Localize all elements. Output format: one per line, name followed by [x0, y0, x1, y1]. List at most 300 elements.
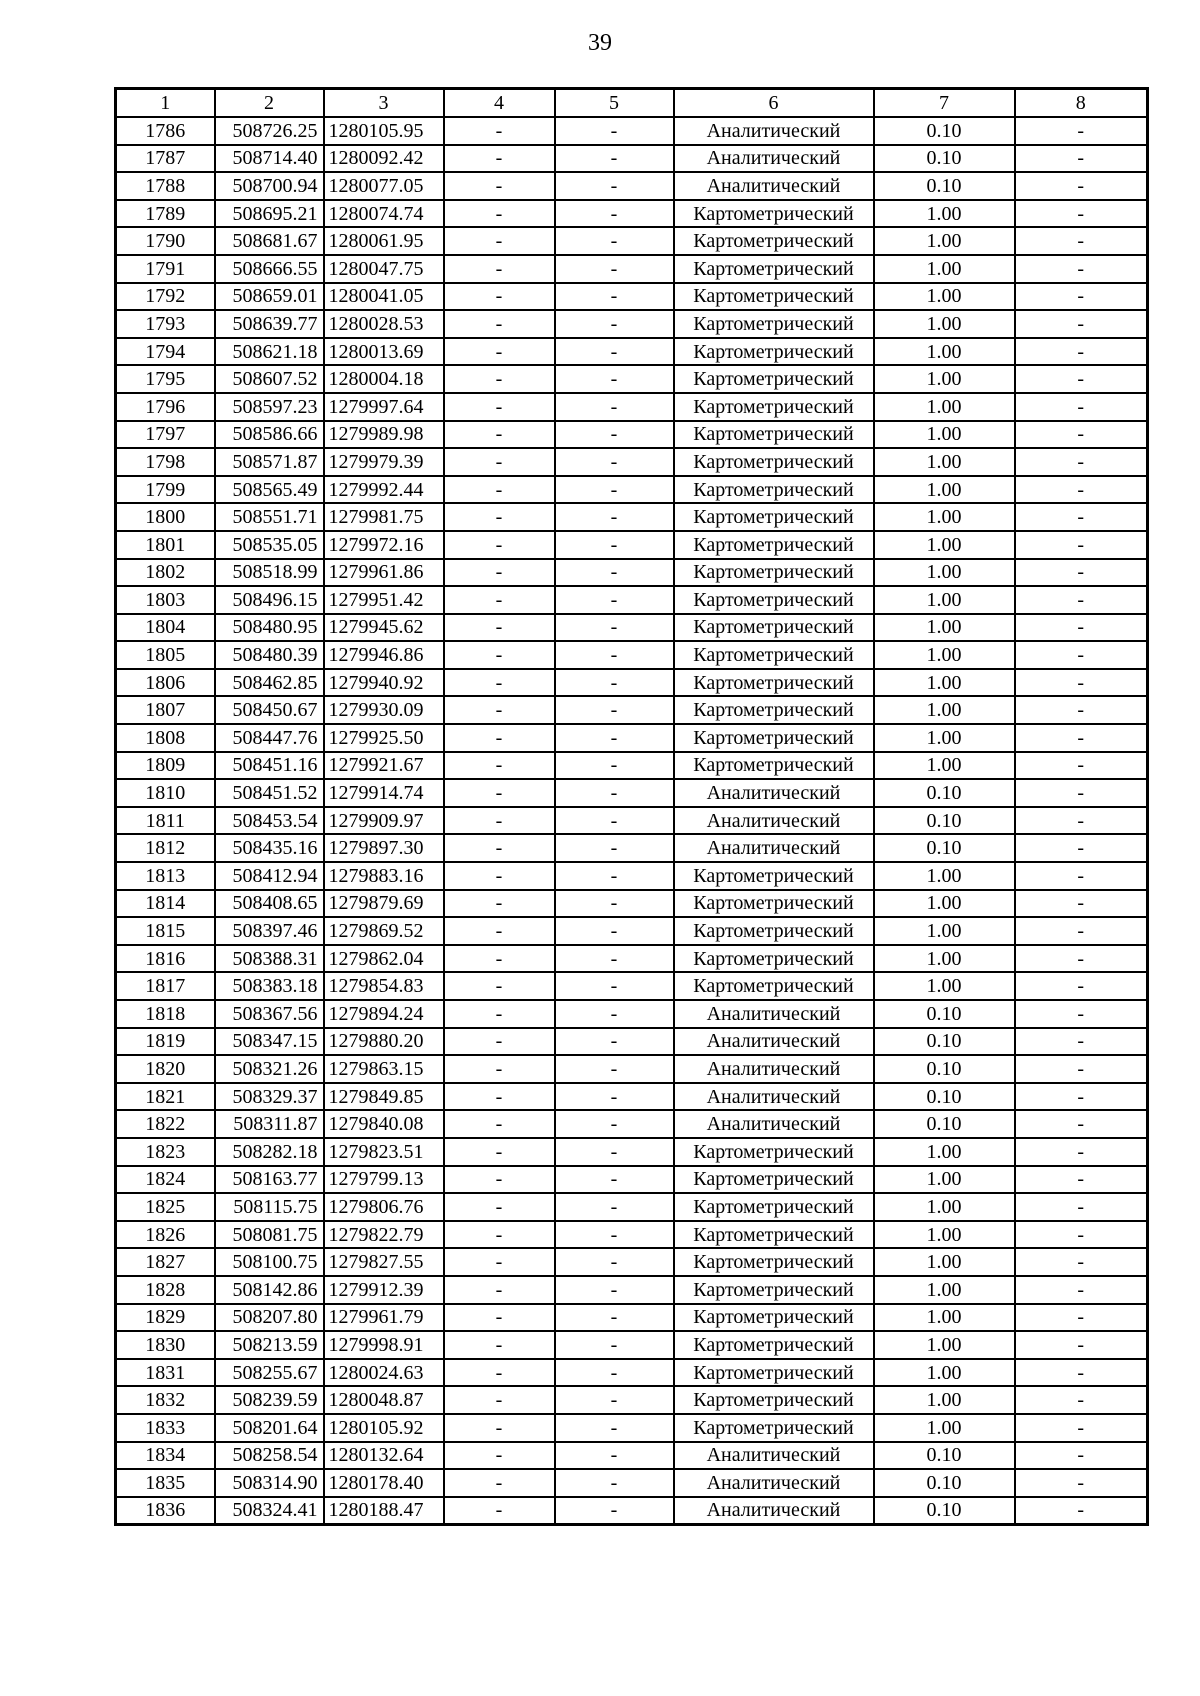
col5-cell: - — [555, 1497, 674, 1525]
table-row — [116, 1138, 1148, 1166]
col4-cell: - — [444, 752, 555, 780]
x-coordinate-cell: 508451.52 — [215, 779, 324, 807]
point-number-cell: 1825 — [116, 1193, 215, 1221]
accuracy-cell: 0.10 — [874, 1110, 1015, 1138]
table-row — [116, 448, 1148, 476]
col4-cell: - — [444, 586, 555, 614]
col5-cell: - — [555, 917, 674, 945]
col4-cell: - — [444, 1248, 555, 1276]
column-header-2: 2 — [215, 89, 324, 118]
x-coordinate-cell: 508700.94 — [215, 172, 324, 200]
accuracy-cell: 1.00 — [874, 559, 1015, 587]
col4-cell: - — [444, 1166, 555, 1194]
col4-cell: - — [444, 1304, 555, 1332]
col8-cell: - — [1015, 1248, 1148, 1276]
col4-cell: - — [444, 365, 555, 393]
y-coordinate-cell: 1279979.39 — [324, 448, 444, 476]
method-cell: Аналитический — [674, 1000, 874, 1028]
col4-cell: - — [444, 117, 555, 145]
point-number-cell: 1810 — [116, 779, 215, 807]
point-number-cell: 1833 — [116, 1414, 215, 1442]
point-number-cell: 1834 — [116, 1442, 215, 1470]
col5-cell: - — [555, 531, 674, 559]
y-coordinate-cell: 1279822.79 — [324, 1221, 444, 1249]
table-row — [116, 1193, 1148, 1221]
x-coordinate-cell: 508142.86 — [215, 1276, 324, 1304]
y-coordinate-cell: 1280028.53 — [324, 310, 444, 338]
table-row — [116, 1331, 1148, 1359]
col4-cell: - — [444, 145, 555, 173]
y-coordinate-cell: 1280132.64 — [324, 1442, 444, 1470]
col8-cell: - — [1015, 1331, 1148, 1359]
accuracy-cell: 1.00 — [874, 862, 1015, 890]
table-row — [116, 1276, 1148, 1304]
col5-cell: - — [555, 1276, 674, 1304]
y-coordinate-cell: 1279921.67 — [324, 752, 444, 780]
accuracy-cell: 0.10 — [874, 779, 1015, 807]
method-cell: Картометрический — [674, 917, 874, 945]
col4-cell: - — [444, 696, 555, 724]
col8-cell: - — [1015, 1276, 1148, 1304]
accuracy-cell: 1.00 — [874, 724, 1015, 752]
table-row — [116, 559, 1148, 587]
table-row — [116, 972, 1148, 1000]
point-number-cell: 1788 — [116, 172, 215, 200]
point-number-cell: 1798 — [116, 448, 215, 476]
col8-cell: - — [1015, 393, 1148, 421]
y-coordinate-cell: 1280105.95 — [324, 117, 444, 145]
col8-cell: - — [1015, 1166, 1148, 1194]
method-cell: Картометрический — [674, 752, 874, 780]
col5-cell: - — [555, 1469, 674, 1497]
method-cell: Аналитический — [674, 1110, 874, 1138]
point-number-cell: 1803 — [116, 586, 215, 614]
col4-cell: - — [444, 862, 555, 890]
point-number-cell: 1811 — [116, 807, 215, 835]
x-coordinate-cell: 508258.54 — [215, 1442, 324, 1470]
column-header-7: 7 — [874, 89, 1015, 118]
x-coordinate-cell: 508311.87 — [215, 1110, 324, 1138]
table-row — [116, 338, 1148, 366]
x-coordinate-cell: 508412.94 — [215, 862, 324, 890]
col5-cell: - — [555, 890, 674, 918]
col5-cell: - — [555, 421, 674, 449]
col4-cell: - — [444, 1193, 555, 1221]
y-coordinate-cell: 1279914.74 — [324, 779, 444, 807]
accuracy-cell: 0.10 — [874, 1055, 1015, 1083]
col5-cell: - — [555, 669, 674, 697]
table-row — [116, 1442, 1148, 1470]
accuracy-cell: 0.10 — [874, 1028, 1015, 1056]
y-coordinate-cell: 1280013.69 — [324, 338, 444, 366]
col5-cell: - — [555, 614, 674, 642]
y-coordinate-cell: 1279909.97 — [324, 807, 444, 835]
col8-cell: - — [1015, 255, 1148, 283]
col5-cell: - — [555, 1193, 674, 1221]
table-row — [116, 1110, 1148, 1138]
col4-cell: - — [444, 807, 555, 835]
table-row — [116, 283, 1148, 311]
col8-cell: - — [1015, 1000, 1148, 1028]
point-number-cell: 1786 — [116, 117, 215, 145]
point-number-cell: 1822 — [116, 1110, 215, 1138]
y-coordinate-cell: 1279998.91 — [324, 1331, 444, 1359]
method-cell: Картометрический — [674, 586, 874, 614]
table-row — [116, 172, 1148, 200]
method-cell: Картометрический — [674, 310, 874, 338]
col4-cell: - — [444, 1331, 555, 1359]
x-coordinate-cell: 508213.59 — [215, 1331, 324, 1359]
method-cell: Картометрический — [674, 365, 874, 393]
point-number-cell: 1808 — [116, 724, 215, 752]
y-coordinate-cell: 1279951.42 — [324, 586, 444, 614]
col5-cell: - — [555, 1386, 674, 1414]
accuracy-cell: 1.00 — [874, 1386, 1015, 1414]
col4-cell: - — [444, 559, 555, 587]
y-coordinate-cell: 1279849.85 — [324, 1083, 444, 1111]
point-number-cell: 1812 — [116, 834, 215, 862]
x-coordinate-cell: 508453.54 — [215, 807, 324, 835]
method-cell: Картометрический — [674, 1276, 874, 1304]
col4-cell: - — [444, 255, 555, 283]
accuracy-cell: 1.00 — [874, 669, 1015, 697]
x-coordinate-cell: 508163.77 — [215, 1166, 324, 1194]
col8-cell: - — [1015, 503, 1148, 531]
accuracy-cell: 1.00 — [874, 696, 1015, 724]
point-number-cell: 1796 — [116, 393, 215, 421]
x-coordinate-cell: 508607.52 — [215, 365, 324, 393]
col5-cell: - — [555, 172, 674, 200]
table-row — [116, 890, 1148, 918]
x-coordinate-cell: 508666.55 — [215, 255, 324, 283]
col8-cell: - — [1015, 890, 1148, 918]
col5-cell: - — [555, 1028, 674, 1056]
point-number-cell: 1787 — [116, 145, 215, 173]
col8-cell: - — [1015, 1221, 1148, 1249]
col8-cell: - — [1015, 862, 1148, 890]
y-coordinate-cell: 1279897.30 — [324, 834, 444, 862]
point-number-cell: 1836 — [116, 1497, 215, 1525]
y-coordinate-cell: 1279823.51 — [324, 1138, 444, 1166]
accuracy-cell: 1.00 — [874, 1414, 1015, 1442]
x-coordinate-cell: 508383.18 — [215, 972, 324, 1000]
point-number-cell: 1806 — [116, 669, 215, 697]
accuracy-cell: 0.10 — [874, 117, 1015, 145]
method-cell: Картометрический — [674, 283, 874, 311]
point-number-cell: 1800 — [116, 503, 215, 531]
table-row — [116, 200, 1148, 228]
column-header-4: 4 — [444, 89, 555, 118]
accuracy-cell: 1.00 — [874, 945, 1015, 973]
col5-cell: - — [555, 945, 674, 973]
col8-cell: - — [1015, 917, 1148, 945]
x-coordinate-cell: 508535.05 — [215, 531, 324, 559]
page-number: 39 — [588, 30, 612, 56]
method-cell: Картометрический — [674, 1359, 874, 1387]
point-number-cell: 1792 — [116, 283, 215, 311]
method-cell: Картометрический — [674, 972, 874, 1000]
x-coordinate-cell: 508388.31 — [215, 945, 324, 973]
y-coordinate-cell: 1280092.42 — [324, 145, 444, 173]
col4-cell: - — [444, 283, 555, 311]
point-number-cell: 1827 — [116, 1248, 215, 1276]
y-coordinate-cell: 1279961.79 — [324, 1304, 444, 1332]
y-coordinate-cell: 1280041.05 — [324, 283, 444, 311]
col5-cell: - — [555, 1414, 674, 1442]
point-number-cell: 1829 — [116, 1304, 215, 1332]
x-coordinate-cell: 508255.67 — [215, 1359, 324, 1387]
table-row — [116, 310, 1148, 338]
x-coordinate-cell: 508450.67 — [215, 696, 324, 724]
method-cell: Картометрический — [674, 227, 874, 255]
method-cell: Картометрический — [674, 1414, 874, 1442]
col8-cell: - — [1015, 1469, 1148, 1497]
col4-cell: - — [444, 1000, 555, 1028]
x-coordinate-cell: 508100.75 — [215, 1248, 324, 1276]
table-row — [116, 1248, 1148, 1276]
accuracy-cell: 0.10 — [874, 1000, 1015, 1028]
col4-cell: - — [444, 669, 555, 697]
col8-cell: - — [1015, 641, 1148, 669]
table-row — [116, 834, 1148, 862]
col4-cell: - — [444, 1497, 555, 1525]
y-coordinate-cell: 1279992.44 — [324, 476, 444, 504]
col8-cell: - — [1015, 779, 1148, 807]
table-row — [116, 503, 1148, 531]
x-coordinate-cell: 508695.21 — [215, 200, 324, 228]
col5-cell: - — [555, 972, 674, 1000]
y-coordinate-cell: 1280077.05 — [324, 172, 444, 200]
col8-cell: - — [1015, 1193, 1148, 1221]
method-cell: Аналитический — [674, 145, 874, 173]
col8-cell: - — [1015, 1110, 1148, 1138]
point-number-cell: 1802 — [116, 559, 215, 587]
y-coordinate-cell: 1279894.24 — [324, 1000, 444, 1028]
col5-cell: - — [555, 448, 674, 476]
col8-cell: - — [1015, 338, 1148, 366]
col4-cell: - — [444, 945, 555, 973]
col8-cell: - — [1015, 752, 1148, 780]
method-cell: Аналитический — [674, 779, 874, 807]
x-coordinate-cell: 508314.90 — [215, 1469, 324, 1497]
method-cell: Картометрический — [674, 1331, 874, 1359]
method-cell: Картометрический — [674, 1248, 874, 1276]
col4-cell: - — [444, 227, 555, 255]
col4-cell: - — [444, 200, 555, 228]
method-cell: Картометрический — [674, 945, 874, 973]
point-number-cell: 1816 — [116, 945, 215, 973]
method-cell: Картометрический — [674, 255, 874, 283]
method-cell: Аналитический — [674, 1055, 874, 1083]
method-cell: Аналитический — [674, 172, 874, 200]
x-coordinate-cell: 508207.80 — [215, 1304, 324, 1332]
y-coordinate-cell: 1279972.16 — [324, 531, 444, 559]
point-number-cell: 1828 — [116, 1276, 215, 1304]
accuracy-cell: 1.00 — [874, 1248, 1015, 1276]
y-coordinate-cell: 1279940.92 — [324, 669, 444, 697]
col8-cell: - — [1015, 1083, 1148, 1111]
col5-cell: - — [555, 752, 674, 780]
col8-cell: - — [1015, 1138, 1148, 1166]
y-coordinate-cell: 1279997.64 — [324, 393, 444, 421]
method-cell: Картометрический — [674, 531, 874, 559]
col8-cell: - — [1015, 172, 1148, 200]
col4-cell: - — [444, 834, 555, 862]
accuracy-cell: 1.00 — [874, 421, 1015, 449]
method-cell: Картометрический — [674, 696, 874, 724]
col5-cell: - — [555, 1442, 674, 1470]
col5-cell: - — [555, 503, 674, 531]
accuracy-cell: 1.00 — [874, 641, 1015, 669]
method-cell: Картометрический — [674, 421, 874, 449]
x-coordinate-cell: 508496.15 — [215, 586, 324, 614]
col5-cell: - — [555, 145, 674, 173]
col5-cell: - — [555, 1359, 674, 1387]
y-coordinate-cell: 1279827.55 — [324, 1248, 444, 1276]
table-row — [116, 586, 1148, 614]
col5-cell: - — [555, 862, 674, 890]
method-cell: Картометрический — [674, 503, 874, 531]
y-coordinate-cell: 1280061.95 — [324, 227, 444, 255]
col5-cell: - — [555, 1055, 674, 1083]
method-cell: Аналитический — [674, 807, 874, 835]
col5-cell: - — [555, 1304, 674, 1332]
accuracy-cell: 1.00 — [874, 503, 1015, 531]
col8-cell: - — [1015, 227, 1148, 255]
point-number-cell: 1815 — [116, 917, 215, 945]
col5-cell: - — [555, 696, 674, 724]
col4-cell: - — [444, 476, 555, 504]
y-coordinate-cell: 1280004.18 — [324, 365, 444, 393]
col8-cell: - — [1015, 283, 1148, 311]
accuracy-cell: 1.00 — [874, 531, 1015, 559]
y-coordinate-cell: 1280074.74 — [324, 200, 444, 228]
x-coordinate-cell: 508367.56 — [215, 1000, 324, 1028]
coordinates-table — [114, 87, 1149, 1526]
point-number-cell: 1801 — [116, 531, 215, 559]
method-cell: Картометрический — [674, 1304, 874, 1332]
x-coordinate-cell: 508347.15 — [215, 1028, 324, 1056]
table-row — [116, 614, 1148, 642]
point-number-cell: 1835 — [116, 1469, 215, 1497]
x-coordinate-cell: 508397.46 — [215, 917, 324, 945]
y-coordinate-cell: 1280178.40 — [324, 1469, 444, 1497]
x-coordinate-cell: 508681.67 — [215, 227, 324, 255]
col8-cell: - — [1015, 972, 1148, 1000]
col5-cell: - — [555, 1000, 674, 1028]
table-row — [116, 1386, 1148, 1414]
col5-cell: - — [555, 393, 674, 421]
col4-cell: - — [444, 531, 555, 559]
x-coordinate-cell: 508659.01 — [215, 283, 324, 311]
col8-cell: - — [1015, 117, 1148, 145]
point-number-cell: 1832 — [116, 1386, 215, 1414]
col5-cell: - — [555, 586, 674, 614]
table-row — [116, 862, 1148, 890]
method-cell: Картометрический — [674, 724, 874, 752]
col8-cell: - — [1015, 1497, 1148, 1525]
accuracy-cell: 1.00 — [874, 476, 1015, 504]
col8-cell: - — [1015, 200, 1148, 228]
column-header-6: 6 — [674, 89, 874, 118]
col8-cell: - — [1015, 365, 1148, 393]
col5-cell: - — [555, 310, 674, 338]
method-cell: Аналитический — [674, 834, 874, 862]
column-header-1: 1 — [116, 89, 215, 118]
col8-cell: - — [1015, 145, 1148, 173]
point-number-cell: 1820 — [116, 1055, 215, 1083]
point-number-cell: 1791 — [116, 255, 215, 283]
point-number-cell: 1826 — [116, 1221, 215, 1249]
point-number-cell: 1814 — [116, 890, 215, 918]
accuracy-cell: 1.00 — [874, 365, 1015, 393]
y-coordinate-cell: 1279883.16 — [324, 862, 444, 890]
accuracy-cell: 1.00 — [874, 1193, 1015, 1221]
point-number-cell: 1819 — [116, 1028, 215, 1056]
table-row — [116, 531, 1148, 559]
col4-cell: - — [444, 448, 555, 476]
column-header-3: 3 — [324, 89, 444, 118]
x-coordinate-cell: 508239.59 — [215, 1386, 324, 1414]
y-coordinate-cell: 1279862.04 — [324, 945, 444, 973]
x-coordinate-cell: 508597.23 — [215, 393, 324, 421]
accuracy-cell: 1.00 — [874, 1331, 1015, 1359]
col5-cell: - — [555, 476, 674, 504]
col4-cell: - — [444, 724, 555, 752]
table-row — [116, 365, 1148, 393]
method-cell: Аналитический — [674, 1469, 874, 1497]
point-number-cell: 1794 — [116, 338, 215, 366]
col4-cell: - — [444, 1359, 555, 1387]
col8-cell: - — [1015, 1028, 1148, 1056]
col8-cell: - — [1015, 1386, 1148, 1414]
col5-cell: - — [555, 724, 674, 752]
col4-cell: - — [444, 1083, 555, 1111]
y-coordinate-cell: 1280188.47 — [324, 1497, 444, 1525]
col4-cell: - — [444, 1276, 555, 1304]
x-coordinate-cell: 508480.39 — [215, 641, 324, 669]
table-row — [116, 1028, 1148, 1056]
accuracy-cell: 1.00 — [874, 310, 1015, 338]
x-coordinate-cell: 508321.26 — [215, 1055, 324, 1083]
col4-cell: - — [444, 1386, 555, 1414]
col4-cell: - — [444, 421, 555, 449]
method-cell: Картометрический — [674, 559, 874, 587]
point-number-cell: 1807 — [116, 696, 215, 724]
col8-cell: - — [1015, 834, 1148, 862]
col4-cell: - — [444, 172, 555, 200]
col4-cell: - — [444, 779, 555, 807]
col8-cell: - — [1015, 586, 1148, 614]
table-row — [116, 1000, 1148, 1028]
table-header-row — [116, 89, 1148, 118]
x-coordinate-cell: 508447.76 — [215, 724, 324, 752]
col5-cell: - — [555, 779, 674, 807]
col8-cell: - — [1015, 1414, 1148, 1442]
accuracy-cell: 0.10 — [874, 1083, 1015, 1111]
col5-cell: - — [555, 1138, 674, 1166]
accuracy-cell: 1.00 — [874, 1304, 1015, 1332]
method-cell: Аналитический — [674, 1442, 874, 1470]
column-header-8: 8 — [1015, 89, 1148, 118]
point-number-cell: 1813 — [116, 862, 215, 890]
y-coordinate-cell: 1279840.08 — [324, 1110, 444, 1138]
y-coordinate-cell: 1280047.75 — [324, 255, 444, 283]
table-row — [116, 1359, 1148, 1387]
accuracy-cell: 0.10 — [874, 834, 1015, 862]
point-number-cell: 1823 — [116, 1138, 215, 1166]
x-coordinate-cell: 508480.95 — [215, 614, 324, 642]
